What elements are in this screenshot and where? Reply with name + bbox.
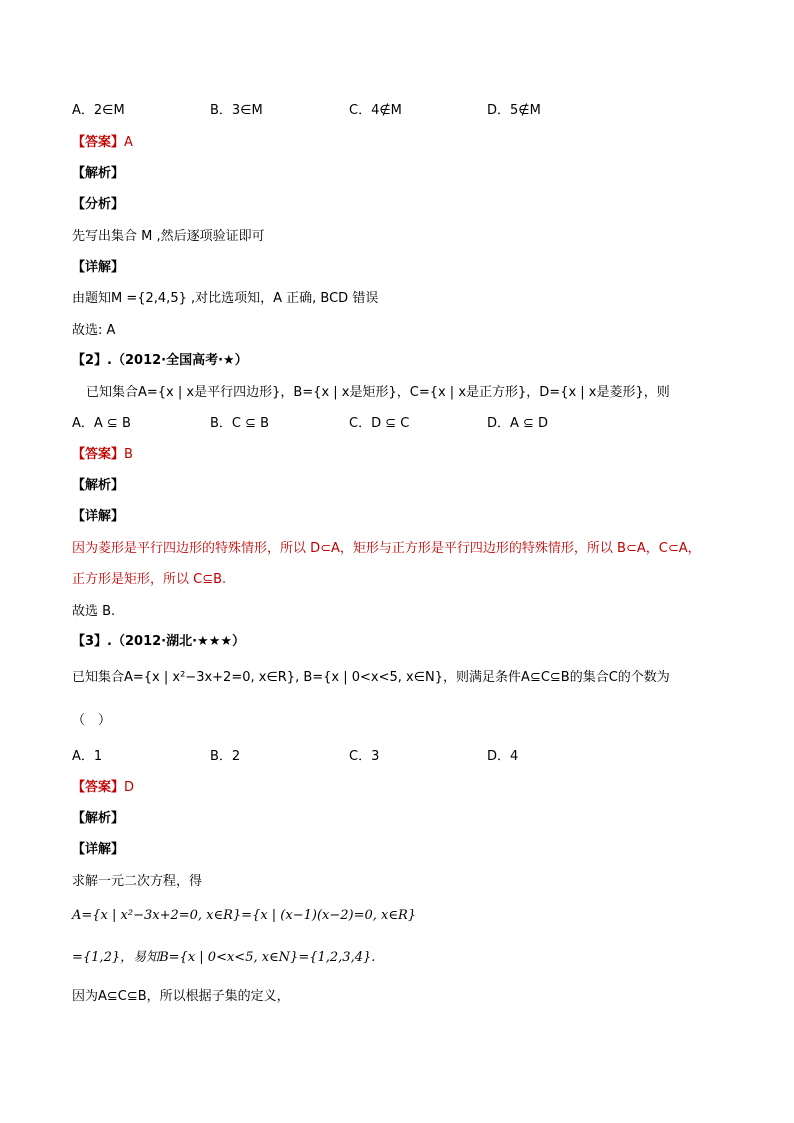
q3-detail-tag: 【详解】 [72,842,125,857]
answer-tag: 【答案】 [72,780,125,795]
answer-value: D [124,780,135,795]
q2-option-c: C．D ⊆ C [349,416,410,431]
q2-answer [72,446,133,464]
q3-option-b: B．2 [210,749,241,764]
q2-conclusion: 故选 B. [72,604,116,619]
q3-option-a: A．1 [72,749,103,764]
q3-answer [72,779,134,797]
q1-option-b: B．3∈M [210,103,263,118]
answer-value: A [124,135,133,150]
q2-detail-line2: 正方形是矩形，所以 C⊆B. [72,572,227,587]
q3-option-d: D．4 [487,749,519,764]
q1-option-d: D．5∉M [487,103,541,118]
q1-detail-tag: 【详解】 [72,260,125,275]
q3-equation-line2: ={1,2}，易知B={x | 0<x<5, x∈N}={1,2,3,4}. [72,950,376,965]
q1-analysis-tag: 【解析】 [72,166,125,181]
q1-answer [72,134,133,152]
q2-analysis-tag: 【解析】 [72,478,125,493]
q3-header: 【3】.（2012·湖北·★★★） [72,634,246,649]
q2-stem: 已知集合A={x | x是平行四边形}，B={x | x是矩形}，C={x | x是正方形}，D={x | x是菱形}，则 [86,385,670,400]
q2-detail-tag: 【详解】 [72,509,125,524]
q3-last-line: 因为A⊆C⊆B，所以根据子集的定义， [72,989,290,1004]
answer-tag: 【答案】 [72,135,125,150]
answer-tag: 【答案】 [72,447,125,462]
q2-header: 【2】.（2012·全国高考·★） [72,353,248,368]
q3-equation-line1: A={x | x²−3x+2=0, x∈R}={x | (x−1)(x−2)=0, x∈R} [72,908,417,923]
q1-fenxi-tag: 【分析】 [72,197,125,212]
answer-value: B [124,447,133,462]
q3-option-c: C．3 [349,749,380,764]
q1-detail-text: 由题知M ={2,4,5} ,对比选项知，A 正确, BCD 错误 [72,291,379,306]
q1-conclusion: 故选: A [72,323,116,338]
q2-detail-line1: 因为菱形是平行四边形的特殊情形，所以 D⊂A，矩形与正方形是平行四边形的特殊情形，所以 B⊂A，C⊂A， [72,541,701,556]
q1-option-c: C．4∉M [349,103,402,118]
q1-option-a: A．2∈M [72,103,125,118]
q2-option-d: D．A ⊆ D [487,416,549,431]
q3-stem: 已知集合A={x | x²−3x+2=0, x∈R}, B={x | 0<x<5, x∈N}，则满足条件A⊆C⊆B的集合C的个数为 [72,670,670,685]
q2-option-b: B．C ⊆ B [210,416,270,431]
q3-solve-line: 求解一元二次方程，得 [72,874,203,889]
q2-option-a: A．A ⊆ B [72,416,131,431]
q1-fenxi-text: 先写出集合 M ,然后逐项验证即可 [72,229,265,244]
q3-paren: （ ） [72,713,112,728]
q3-analysis-tag: 【解析】 [72,811,125,826]
